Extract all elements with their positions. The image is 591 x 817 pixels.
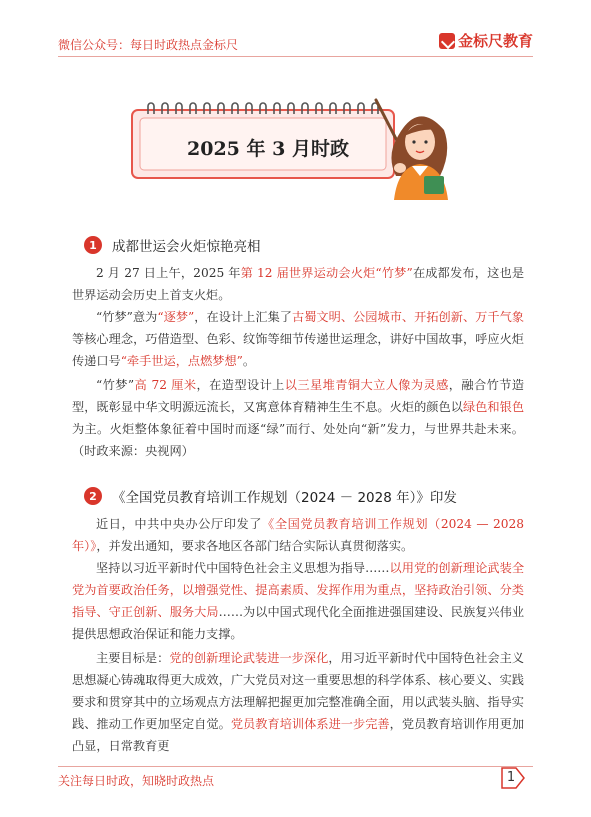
section-1-paragraph-1 [72, 262, 524, 306]
text-run: 主要目标是： [96, 651, 170, 665]
brand-logo-text: 金标尺教育 [457, 32, 533, 50]
text-run: 等核心理念，巧借造型、色彩、纹饰等细节传递世运理念，讲好中国故事，呼应火炬传递口号 [72, 332, 524, 368]
text-run: 。 [242, 354, 256, 368]
text-run: “竹梦” [96, 378, 135, 392]
text-run: ，并发出通知，要求各地区各部门结合实际认真贯彻落实。 [96, 539, 414, 553]
section-2-heading [84, 486, 457, 506]
banner-title: 2025 年 3 月时政 [187, 138, 349, 160]
text-run: 2 月 27 日上午，2025 年 [96, 266, 241, 280]
highlight-text: 高 72 厘米 [134, 378, 197, 392]
highlight-text: 《全国党员教育培训工作规划（2024 — 2028 年）》 [72, 517, 525, 553]
section-1-heading [84, 235, 261, 255]
section-number-badge: 2 [84, 487, 102, 505]
section-2-paragraph-3 [72, 647, 524, 757]
text-run: ，融合竹节造型，既彰显中华文明源远流长，又寓意体育精神生生不息。火炬的颜色以 [72, 378, 525, 414]
text-run: ，党员教育培训作用更加凸显，日常教育更 [72, 717, 525, 753]
section-1-paragraph-3 [72, 374, 524, 462]
highlight-text: 古蜀文明、公园城市、开拓创新、万千气象 [292, 310, 524, 324]
text-run: “竹梦”意为 [96, 310, 158, 324]
footer-slogan: 关注每日时政，知晓时政热点 [58, 774, 215, 788]
text-run: 在成都发布，这也是世界运动会历史上首支火炬。 [72, 266, 525, 302]
highlight-text: “牵手世运，点燃梦想” [120, 354, 243, 368]
section-number-badge: 1 [84, 236, 102, 254]
page-number [500, 766, 526, 790]
footer-divider [58, 766, 533, 767]
section-title: 成都世运会火炬惊艳亮相 [112, 239, 261, 255]
page-header [0, 0, 591, 60]
section-1-paragraph-2 [72, 306, 524, 372]
highlight-text: “逐梦” [157, 310, 195, 324]
wechat-account-label: 微信公众号：每日时政热点金标尺 [58, 38, 239, 52]
teacher-illustration [391, 116, 448, 200]
highlight-text: 以三星堆青铜大立人像为灵感 [284, 378, 449, 392]
section-2-paragraph-1 [72, 513, 524, 557]
title-banner [128, 96, 458, 200]
text-run: ……为以中国式现代化全面推进强国建设、民族复兴伟业提供思想政治保证和能力支撑。 [72, 605, 525, 641]
highlight-text: 绿色和银色 [462, 400, 525, 414]
section-2-paragraph-2 [72, 557, 524, 645]
highlight-text: 党的创新理论武装进一步深化 [169, 651, 329, 665]
text-run: 近日，中共中央办公厅印发了 [96, 517, 263, 531]
text-run: ，在设计上汇集了 [194, 310, 292, 324]
brand-logo-icon [439, 33, 455, 49]
highlight-text: 以用党的创新理论武装全党为首要政治任务，以增强党性、提高素质、发挥作用为重点，坚持政治引领、分类指导、守正创新、服务大局 [72, 561, 525, 619]
highlight-text: 党员教育培训体系进一步完善 [230, 717, 390, 731]
text-run: ，在造型设计上 [196, 378, 285, 392]
page-number-text: 1 [506, 770, 516, 785]
highlight-text: 第 12 届世界运动会火炬“竹梦” [240, 266, 413, 280]
text-run: 坚持以习近平新时代中国特色社会主义思想为指导…… [96, 561, 390, 575]
section-title: 《全国党员教育培训工作规划（2024 － 2028 年）》印发 [112, 490, 457, 506]
text-run: ，用习近平新时代中国特色社会主义思想凝心铸魂取得更大成效，广大党员对这一重要思想的科学体系、核心要义、实践要求和贯穿其中的立场观点方法理解把握更加完整准确全面，用以武装头脑、指导实践、推动工作更加坚定自觉。 [72, 651, 525, 731]
header-divider [58, 56, 533, 57]
brand-logo [439, 30, 533, 51]
text-run: 为主。火炬整体象征着中国时而逐“绿”而行、处处向“新”发力，与世界共赴未来。（时政来源：央视网） [72, 422, 524, 458]
